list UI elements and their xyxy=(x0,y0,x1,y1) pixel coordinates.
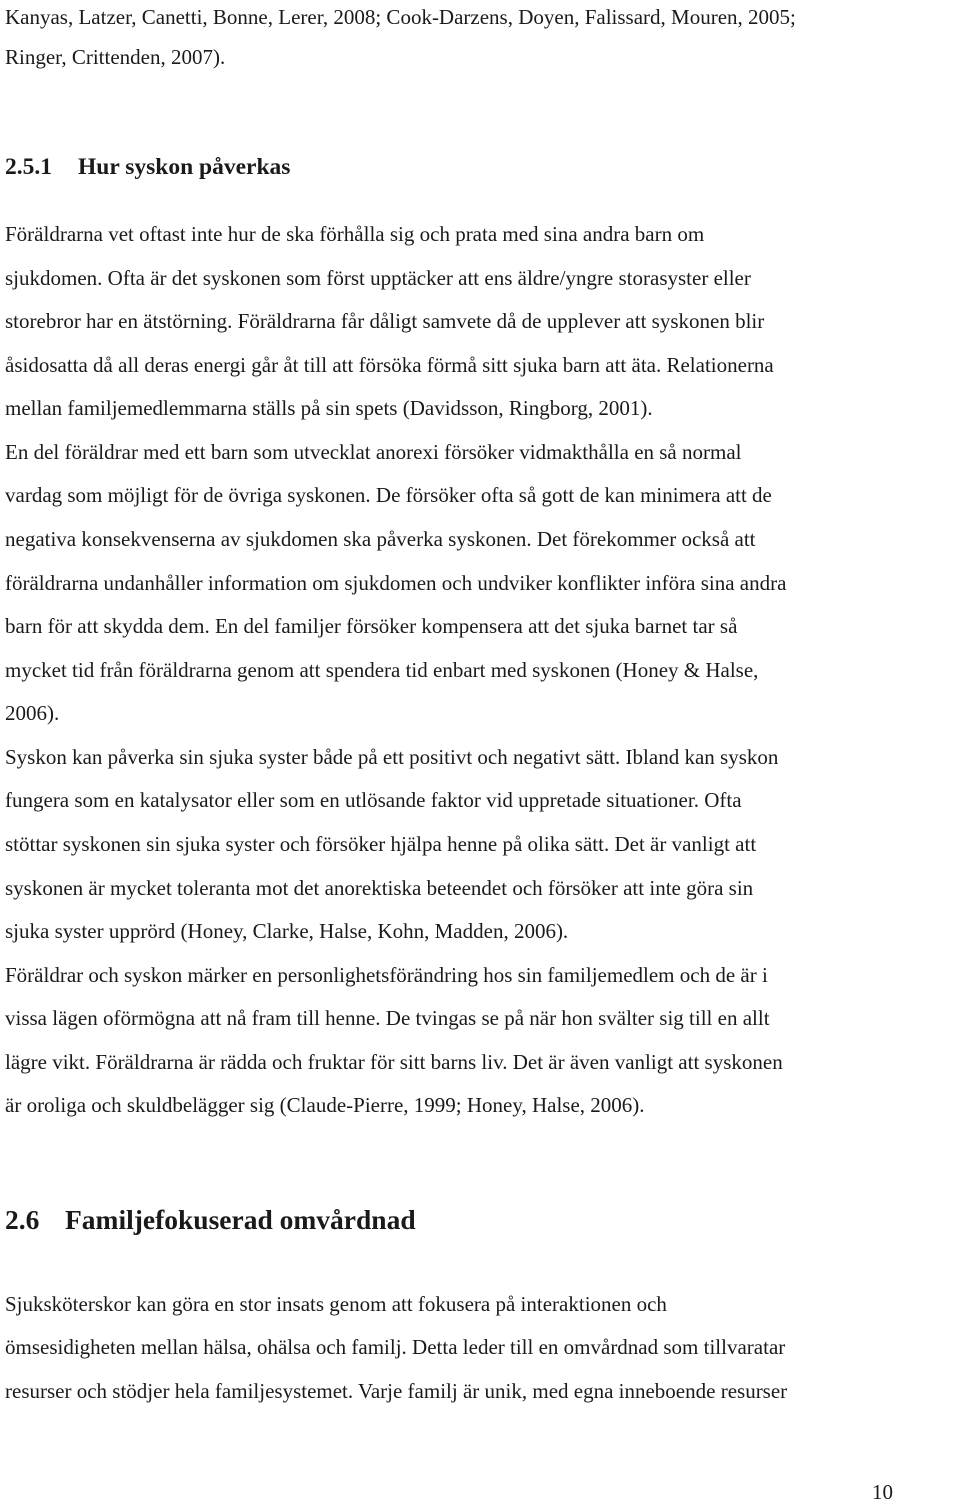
body-text-line: föräldrarna undanhåller information om sjukdomen och undviker konflikter införa sina andra xyxy=(5,571,787,595)
section-title: Hur syskon påverkas xyxy=(78,154,291,180)
body-text-line: mycket tid från föräldrarna genom att spendera tid enbart med syskonen (Honey & Halse, xyxy=(5,658,759,682)
section-title: Familjefokuserad omvårdnad xyxy=(65,1204,416,1235)
body-text-line: sjukdomen. Ofta är det syskonen som först upptäcker att ens äldre/yngre storasyster eller xyxy=(5,266,751,290)
body-text-line: Föräldrarna vet oftast inte hur de ska förhålla sig och prata med sina andra barn om xyxy=(5,222,705,246)
body-text-line: mellan familjemedlemmarna ställs på sin spets (Davidsson, Ringborg, 2001). xyxy=(5,396,653,420)
body-text-line: vardag som möjligt för de övriga syskonen. De försöker ofta så gott de kan minimera att de xyxy=(5,483,772,507)
body-text-line: stöttar syskonen sin sjuka syster och försöker hjälpa henne på olika sätt. Det är vanligt att xyxy=(5,832,757,856)
body-text-line: fungera som en katalysator eller som en utlösande faktor vid uppretade situationer. Ofta xyxy=(5,788,742,812)
section-heading-2-6 xyxy=(5,1203,416,1237)
body-text-line: resurser och stödjer hela familjesystemet. Varje familj är unik, med egna inneboende resurser xyxy=(5,1379,788,1403)
body-text-line: lägre vikt. Föräldrarna är rädda och fruktar för sitt barns liv. Det är även vanligt att syskonen xyxy=(5,1050,783,1074)
body-text-line: vissa lägen oförmögna att nå fram till henne. De tvingas se på när hon svälter sig till en allt xyxy=(5,1006,770,1030)
body-text-line: är oroliga och skuldbelägger sig (Claude-Pierre, 1999; Honey, Halse, 2006). xyxy=(5,1093,645,1117)
section-number: 2.5.1 xyxy=(5,154,52,180)
body-text-line: 2006). xyxy=(5,701,60,725)
body-text-line: syskonen är mycket toleranta mot det anorektiska beteendet och försöker att inte göra sin xyxy=(5,876,754,900)
body-text-line: Kanyas, Latzer, Canetti, Bonne, Lerer, 2008; Cook-Darzens, Doyen, Falissard, Mouren, 2005; xyxy=(5,5,796,29)
body-text-line: Föräldrar och syskon märker en personlighetsförändring hos sin familjemedlem och de är i xyxy=(5,963,768,987)
section-heading-2-5-1 xyxy=(5,152,290,182)
body-text-line: negativa konsekvenserna av sjukdomen ska påverka syskonen. Det förekommer också att xyxy=(5,527,756,551)
page-number: 10 xyxy=(872,1480,893,1504)
body-text-line: sjuka syster upprörd (Honey, Clarke, Halse, Kohn, Madden, 2006). xyxy=(5,919,569,943)
body-text-line: barn för att skydda dem. En del familjer försöker kompensera att det sjuka barnet tar så xyxy=(5,614,738,638)
body-text-line: Sjuksköterskor kan göra en stor insats genom att fokusera på interaktionen och xyxy=(5,1292,667,1316)
body-text-line: ömsesidigheten mellan hälsa, ohälsa och familj. Detta leder till en omvårdnad som tillvaratar xyxy=(5,1335,786,1359)
body-text-line: Ringer, Crittenden, 2007). xyxy=(5,45,226,69)
body-text-line: storebror har en ätstörning. Föräldrarna får dåligt samvete då de upplever att syskonen blir xyxy=(5,309,765,333)
body-text-line: En del föräldrar med ett barn som utvecklat anorexi försöker vidmakthålla en så normal xyxy=(5,440,742,464)
section-number: 2.6 xyxy=(5,1204,40,1235)
body-text-line: åsidosatta då all deras energi går åt till att försöka förmå sitt sjuka barn att äta. Relationerna xyxy=(5,353,774,377)
body-text-line: Syskon kan påverka sin sjuka syster både på ett positivt och negativt sätt. Ibland kan syskon xyxy=(5,745,779,769)
